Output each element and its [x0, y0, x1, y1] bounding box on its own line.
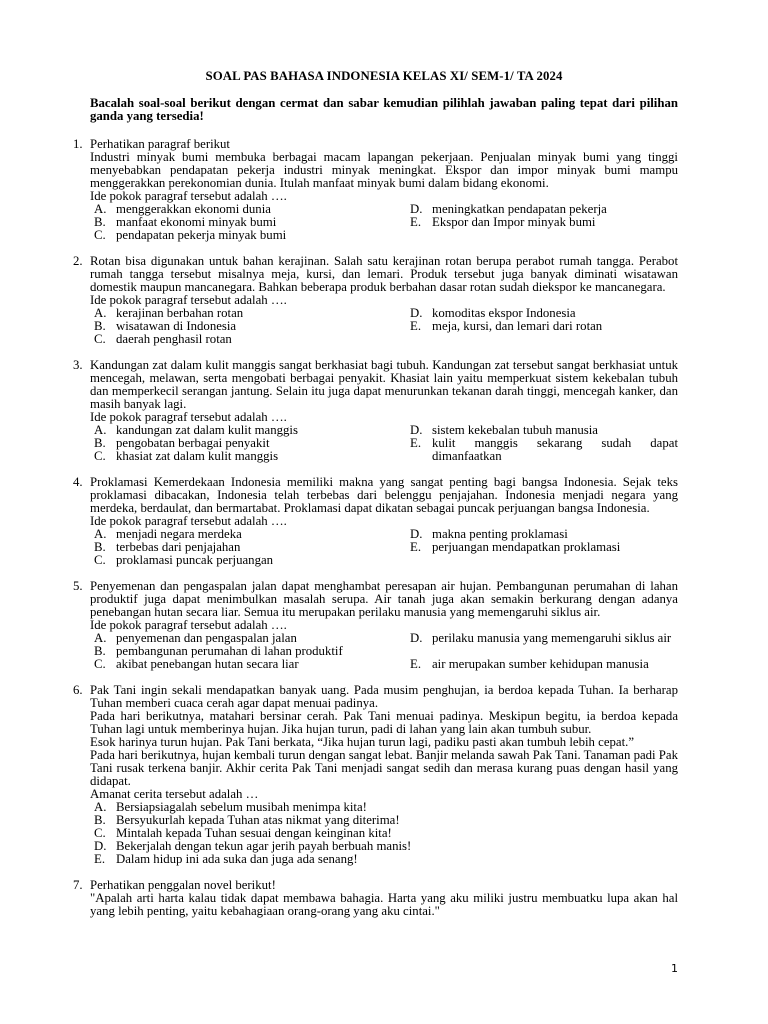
answer-option	[90, 333, 406, 346]
option-letter: B.	[94, 319, 106, 333]
option-text: proklamasi puncak perjuangan	[116, 553, 274, 567]
option-text: khasiat zat dalam kulit manggis	[116, 449, 279, 463]
question-text	[90, 580, 678, 632]
option-letter: B.	[94, 540, 106, 554]
answer-option	[90, 450, 406, 463]
option-letter: C.	[94, 449, 106, 463]
question-5	[73, 579, 678, 671]
question-paragraph: Ide pokok paragraf tersebut adalah ….	[90, 293, 287, 307]
answer-options	[90, 528, 678, 567]
question-text	[90, 684, 678, 801]
answer-option	[90, 853, 678, 866]
question-paragraph: Perhatikan paragraf berikut	[90, 137, 230, 151]
option-letter: C.	[94, 657, 106, 671]
question-paragraph: Ide pokok paragraf tersebut adalah ….	[90, 410, 287, 424]
option-letter: E.	[410, 540, 422, 554]
option-text: Ekspor dan Impor minyak bumi	[432, 215, 596, 229]
question-text	[90, 359, 678, 424]
page-number: 1	[671, 962, 678, 975]
answer-options	[90, 424, 678, 463]
option-text: manfaat ekonomi minyak bumi	[116, 215, 277, 229]
option-letter: E.	[410, 215, 422, 229]
option-letter: A.	[94, 423, 107, 437]
option-text: Bersyukurlah kepada Tuhan atas nikmat yang diterima!	[116, 813, 400, 827]
question-number: 3.	[73, 358, 83, 372]
question-paragraph: Pak Tani ingin sekali mendapatkan banyak uang. Pada musim penghujan, ia berdoa kepada Tuhan. Ia berharap Tuhan memberi cuaca cerah agar dapat menuai padinya.	[90, 683, 678, 710]
question-paragraph: Amanat cerita tersebut adalah …	[90, 787, 259, 801]
option-text: sistem kekebalan tubuh manusia	[432, 423, 598, 437]
answer-option	[90, 229, 406, 242]
option-text: Bekerjalah dengan tekun agar jerih payah berbuah manis!	[116, 839, 412, 853]
answer-option	[406, 216, 678, 229]
question-number: 4.	[73, 475, 83, 489]
option-letter: E.	[410, 657, 422, 671]
option-letter: B.	[94, 436, 106, 450]
answer-option	[406, 632, 678, 645]
question-text	[90, 255, 678, 307]
question-paragraph: Esok harinya turun hujan. Pak Tani berkata, “Jika hujan turun lagi, padiku pasti akan tumbuh lebih cepat.”	[90, 735, 635, 749]
option-text: menjadi negara merdeka	[116, 527, 242, 541]
answer-option	[406, 541, 678, 554]
option-text: daerah penghasil rotan	[116, 332, 232, 346]
question-paragraph: Proklamasi Kemerdekaan Indonesia memiliki makna yang sangat penting bagi bangsa Indonesia. Sejak teks proklamasi dibacakan, Indonesia telah terbebas dari belenggu penjajahan. Indonesia menjadi negara yang merdeka, berdaulat, dan bermartabat. Proklamasi dapat dikatan sebagai puncak perjuangan bangsa Indonesia.	[90, 475, 678, 515]
option-letter: C.	[94, 228, 106, 242]
option-letter: B.	[94, 644, 106, 658]
question-paragraph: Perhatikan penggalan novel berikut!	[90, 878, 276, 892]
question-paragraph: Penyemenan dan pengaspalan jalan dapat menghambat peresapan air hujan. Pembangunan perumahan di lahan produktif juga dapat menimbulkan masalah serupa. Air tanah juga akan semakin berkurang dengan adanya penebangan hutan secara liar. Semua itu merupakan perilaku manusia yang memengaruhi siklus air.	[90, 579, 678, 619]
question-paragraph: Ide pokok paragraf tersebut adalah ….	[90, 514, 287, 528]
question-text	[90, 476, 678, 528]
answer-options	[90, 801, 678, 866]
option-letter: D.	[410, 527, 423, 541]
option-letter: C.	[94, 553, 106, 567]
question-number: 1.	[73, 137, 83, 151]
question-4	[73, 475, 678, 567]
question-paragraph: Pada hari berikutnya, hujan kembali turun dengan sangat lebat. Banjir melanda sawah Pak Tani. Tanaman padi Pak Tani rusak terkena banjir. Akhir cerita Pak Tani menjadi sangat sedih dan merasa kurang puas dengan hasil yang didapat.	[90, 748, 678, 788]
question-number: 6.	[73, 683, 83, 697]
document-page	[73, 69, 678, 931]
answer-options	[90, 203, 678, 242]
option-letter: D.	[410, 423, 423, 437]
option-text: meja, kursi, dan lemari dari rotan	[432, 319, 603, 333]
option-letter: D.	[410, 202, 423, 216]
question-number: 5.	[73, 579, 83, 593]
question-text	[90, 879, 678, 918]
option-text: penyemenan dan pengaspalan jalan	[116, 631, 297, 645]
option-text: air merupakan sumber kehidupan manusia	[432, 657, 649, 671]
option-text: pembangunan perumahan di lahan produktif	[116, 644, 343, 658]
option-text: Dalam hidup ini ada suka dan juga ada senang!	[116, 852, 358, 866]
option-letter: A.	[94, 800, 107, 814]
option-text: meningkatkan pendapatan pekerja	[432, 202, 607, 216]
question-number: 7.	[73, 878, 83, 892]
question-paragraph: Ide pokok paragraf tersebut adalah ….	[90, 618, 287, 632]
option-text: menggerakkan ekonomi dunia	[116, 202, 271, 216]
option-letter: D.	[94, 839, 107, 853]
option-text: Bersiapsiagalah sebelum musibah menimpa kita!	[116, 800, 367, 814]
answer-option	[90, 554, 406, 567]
option-text: komoditas ekspor Indonesia	[432, 306, 576, 320]
document-title: SOAL PAS BAHASA INDONESIA KELAS XI/ SEM-1/ TA 2024	[205, 69, 563, 83]
answer-options	[90, 307, 678, 346]
option-text: kulit manggis sekarang sudah dapat dimanfaatkan	[432, 436, 678, 463]
question-paragraph: Ide pokok paragraf tersebut adalah ….	[90, 189, 287, 203]
option-text: pendapatan pekerja minyak bumi	[116, 228, 287, 242]
option-letter: A.	[94, 202, 107, 216]
option-letter: C.	[94, 826, 106, 840]
option-text: terbebas dari penjajahan	[116, 540, 241, 554]
option-letter: B.	[94, 215, 106, 229]
answer-option	[90, 658, 406, 671]
question-paragraph: Kandungan zat dalam kulit manggis sangat berkhasiat bagi tubuh. Kandungan zat tersebut sangat berkhasiat untuk mencegah, melawan, serta mengobati berbagai penyakit. Khasiat lain yaitu memperkuat sistem kekebalan tubuh dan memperkecil serangan jantung. Selain itu juga dapat menurunkan tekanan darah tinggi, mencegah kanker, dan masih banyak lagi.	[90, 358, 678, 411]
option-letter: A.	[94, 631, 107, 645]
question-6	[73, 683, 678, 866]
option-text: perjuangan mendapatkan proklamasi	[432, 540, 621, 554]
question-paragraph: "Apalah arti harta kalau tidak dapat membawa bahagia. Harta yang aku miliki justru membuatku lupa akan hal yang lebih penting, yaitu kebahagiaan orang-orang yang aku cintai."	[90, 891, 678, 918]
question-paragraph: Pada hari berikutnya, matahari bersinar cerah. Pak Tani menuai padinya. Meskipun begitu, ia berdoa kepada Tuhan lagi untuk memberinya hujan. Jika hujan turun, padi di lahan yang lain akan tumbuh subur.	[90, 709, 678, 736]
option-text: wisatawan di Indonesia	[116, 319, 237, 333]
answer-options	[90, 632, 678, 671]
option-text: makna penting proklamasi	[432, 527, 568, 541]
option-text: pengobatan berbagai penyakit	[116, 436, 270, 450]
question-number: 2.	[73, 254, 83, 268]
option-letter: D.	[410, 631, 423, 645]
option-letter: B.	[94, 813, 106, 827]
option-letter: E.	[94, 852, 106, 866]
option-letter: E.	[410, 319, 422, 333]
answer-option	[406, 437, 678, 463]
question-1	[73, 137, 678, 242]
option-text: kerajinan berbahan rotan	[116, 306, 244, 320]
option-letter: E.	[410, 436, 422, 450]
option-letter: A.	[94, 306, 107, 320]
instruction-text: Bacalah soal-soal berikut dengan cermat dan sabar kemudian pilihlah jawaban paling tepat dari pilihan ganda yang tersedia!	[90, 96, 678, 123]
option-letter: C.	[94, 332, 106, 346]
question-2	[73, 254, 678, 346]
answer-option	[406, 320, 678, 333]
question-3	[73, 358, 678, 463]
option-text: akibat penebangan hutan secara liar	[116, 657, 299, 671]
question-text	[90, 138, 678, 203]
question-7	[73, 878, 678, 918]
option-letter: A.	[94, 527, 107, 541]
question-paragraph: Rotan bisa digunakan untuk bahan kerajinan. Salah satu kerajinan rotan berupa perabot rumah tangga. Perabot rumah tangga tersebut misalnya meja, kursi, dan lemari. Produk tersebut juga banyak diminati wisatawan domestik maupun mancanegara. Bahkan beberapa produk berbahan dasar rotan sudah diekspor ke mancanegara.	[90, 254, 678, 294]
option-text: Mintalah kepada Tuhan sesuai dengan keinginan kita!	[116, 826, 392, 840]
option-text: perilaku manusia yang memengaruhi siklus air	[432, 631, 672, 645]
option-letter: D.	[410, 306, 423, 320]
question-paragraph: Industri minyak bumi membuka berbagai macam lapangan pekerjaan. Penjualan minyak bumi yang tinggi menyebabkan pendapatan pekerja industri minyak meningkat. Ekspor dan impor minyak bumi mampu menggerakkan perekonomian dunia. Itulah manfaat minyak bumi dalam bidang ekonomi.	[90, 150, 678, 190]
option-text: kandungan zat dalam kulit manggis	[116, 423, 298, 437]
answer-option	[406, 658, 678, 671]
